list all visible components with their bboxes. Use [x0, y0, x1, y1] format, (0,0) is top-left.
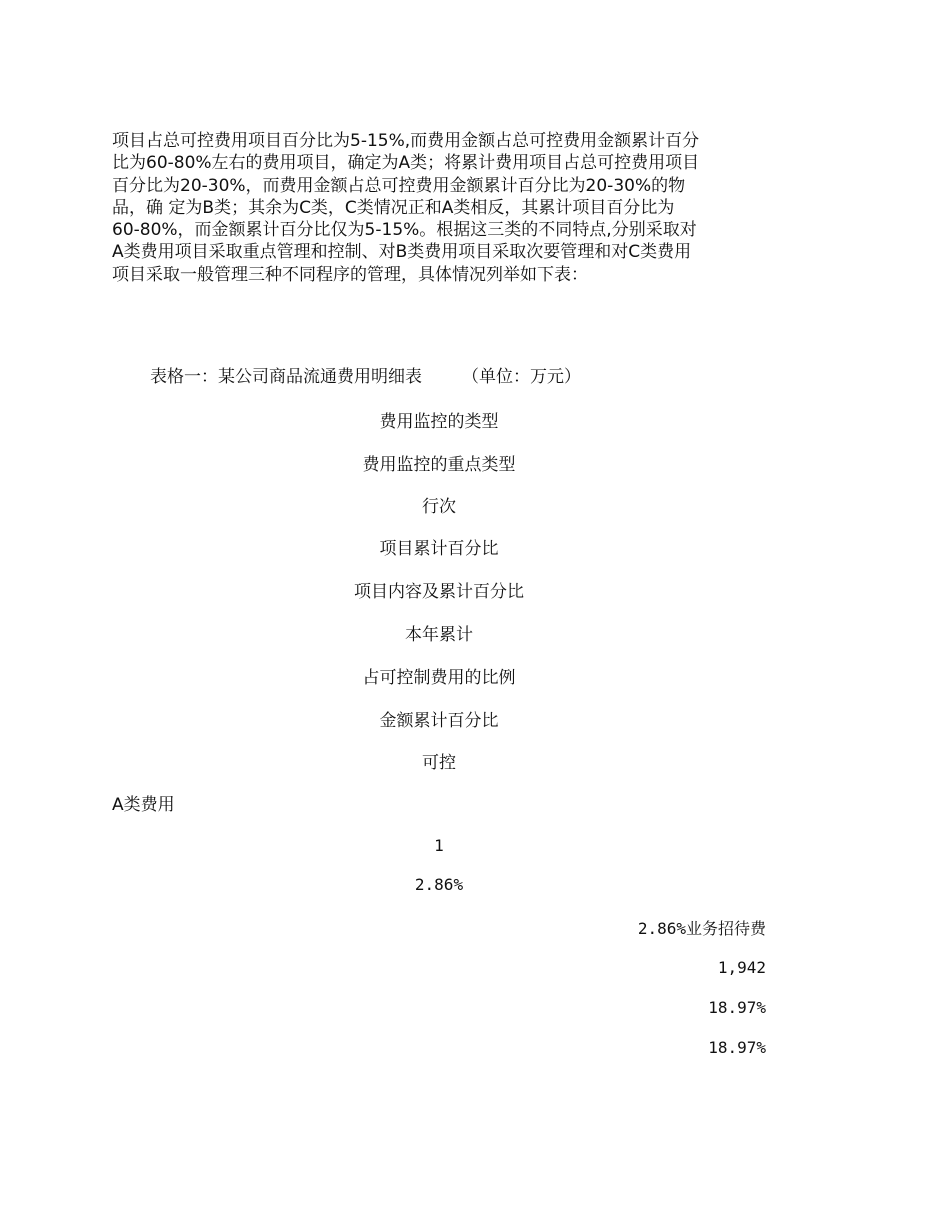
table-title: 表格一：某公司商品流通费用明细表	[150, 367, 422, 387]
table-header-cell: 费用监控的类型	[379, 412, 499, 432]
row-label: A类费用	[112, 795, 175, 815]
table-header-cell: 项目内容及累计百分比	[354, 582, 524, 602]
amount-cell: 1,942	[717, 958, 766, 977]
paragraph-line: 百分比为20-30%，而费用金额占总可控费用金额累计百分比为20-30%的物	[112, 175, 686, 196]
item-pct-cell: 2.86%	[414, 875, 464, 894]
ratio-cell: 18.97%	[708, 998, 766, 1017]
paragraph-line: A类费用项目采取重点管理和控制、对B类费用项目采取次要管理和对C类费用	[112, 242, 692, 263]
item-content-cell	[638, 918, 766, 940]
paragraph-line: 品，确 定为B类；其余为C类，C类情况正和A类相反，其累计项目百分比为	[112, 197, 675, 218]
cumulative-pct-cell: 18.97%	[708, 1038, 766, 1057]
body-paragraph	[112, 130, 772, 286]
paragraph-line: 60-80%，而金额累计百分比仅为5-15%。根据这三类的不同特点,分别采取对	[112, 220, 697, 241]
table-header-cell: 金额累计百分比	[379, 711, 499, 731]
item-content-text: 2.86%业务招待费	[637, 919, 766, 938]
table-header-cell: 费用监控的重点类型	[362, 455, 516, 475]
paragraph-line: 项目采取一般管理三种不同程序的管理，具体情况列举如下表：	[112, 264, 588, 285]
table-header-cell: 占可控制费用的比例	[362, 668, 516, 688]
table-header-cell: 可控	[422, 753, 456, 773]
table-caption	[150, 366, 581, 388]
table-header-cell: 行次	[422, 497, 456, 517]
row-index-cell: 1	[434, 836, 444, 855]
table-header-cell: 本年累计	[405, 625, 473, 645]
table-unit: （单位：万元）	[462, 367, 581, 387]
table-header-cell: 项目累计百分比	[379, 539, 499, 559]
paragraph-line: 比为60-80%左右的费用项目，确定为A类；将累计费用项目占总可控费用项目	[112, 153, 700, 174]
paragraph-line: 项目占总可控费用项目百分比为5-15%,而费用金额占总可控费用金额累计百分	[112, 131, 700, 151]
